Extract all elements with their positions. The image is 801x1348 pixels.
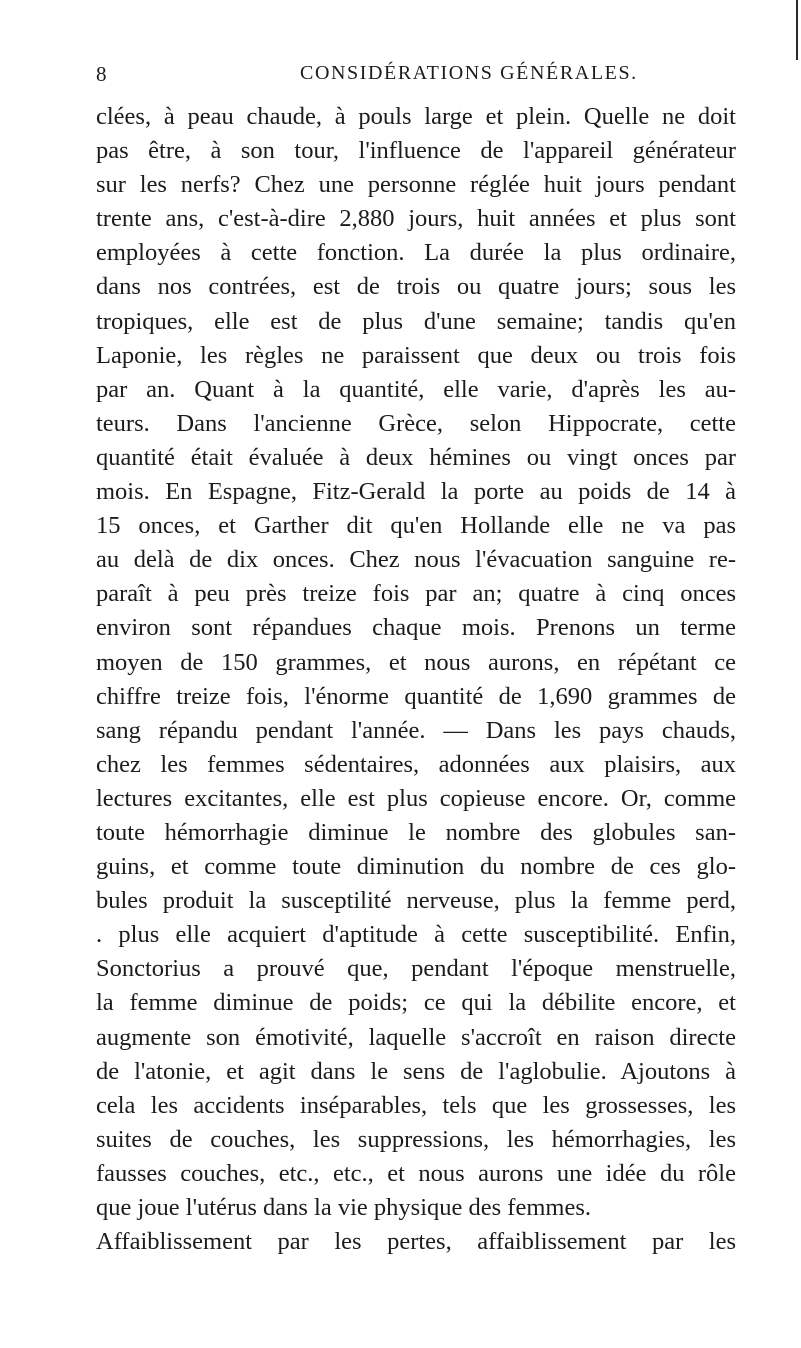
text-line: clées, à peau chaude, à pouls large et plein. Quelle ne doit bbox=[96, 103, 736, 130]
text-line: tropiques, elle est de plus d'une semaine; tandis qu'en bbox=[96, 307, 736, 335]
text-line: que joue l'utérus dans la vie physique des femmes. bbox=[96, 1194, 591, 1221]
text-line: chiffre treize fois, l'énorme quantité de 1,690 grammes de bbox=[96, 682, 736, 710]
text-line: Sonctorius a prouvé que, pendant l'époque menstruelle, bbox=[96, 955, 736, 983]
text-line: Affaiblissement par les pertes, affaiblissement par les bbox=[96, 1228, 736, 1256]
text-line: lectures excitantes, elle est plus copieuse encore. Or, comme bbox=[96, 784, 736, 812]
text-line: teurs. Dans l'ancienne Grèce, selon Hippocrate, cette bbox=[96, 409, 736, 437]
text-line: sang répandu pendant l'année. — Dans les pays chauds, bbox=[96, 716, 736, 744]
text-line: la femme diminue de poids; ce qui la débilite encore, et bbox=[96, 989, 736, 1017]
text-line: Laponie, les règles ne paraissent que deux ou trois fois bbox=[96, 341, 736, 369]
page-header bbox=[0, 62, 801, 92]
text-line: pas être, à son tour, l'influence de l'appareil générateur bbox=[96, 137, 736, 165]
text-line: toute hémorrhagie diminue le nombre des globules san- bbox=[96, 818, 736, 846]
text-line: paraît à peu près treize fois par an; quatre à cinq onces bbox=[96, 580, 736, 608]
text-line: par an. Quant à la quantité, elle varie, d'après les au- bbox=[96, 375, 736, 403]
text-line: moyen de 150 grammes, et nous aurons, en répétant ce bbox=[96, 648, 736, 676]
text-line: chez les femmes sédentaires, adonnées aux plaisirs, aux bbox=[96, 750, 736, 778]
text-line: dans nos contrées, est de trois ou quatre jours; sous les bbox=[96, 273, 736, 301]
text-line: au delà de dix onces. Chez nous l'évacuation sanguine re- bbox=[96, 546, 736, 574]
text-line: environ sont répandues chaque mois. Prenons un terme bbox=[96, 614, 736, 642]
text-line: sur les nerfs? Chez une personne réglée huit jours pendant bbox=[96, 171, 736, 199]
body-text bbox=[96, 100, 736, 1259]
text-line: augmente son émotivité, laquelle s'accroît en raison directe bbox=[96, 1023, 736, 1051]
text-line: employées à cette fonction. La durée la plus ordinaire, bbox=[96, 239, 736, 267]
page-number: 8 bbox=[96, 62, 107, 86]
text-line: . plus elle acquiert d'aptitude à cette susceptibilité. Enfin, bbox=[96, 921, 736, 949]
text-line: fausses couches, etc., etc., et nous aurons une idée du rôle bbox=[96, 1159, 736, 1187]
running-title: CONSIDÉRATIONS GÉNÉRALES. bbox=[300, 62, 638, 84]
text-line: suites de couches, les suppressions, les hémorrhagies, les bbox=[96, 1125, 736, 1153]
page-edge-rule bbox=[796, 0, 798, 60]
text-line: 15 onces, et Garther dit qu'en Hollande elle ne va pas bbox=[96, 512, 736, 540]
text-line: cela les accidents inséparables, tels que les grossesses, les bbox=[96, 1091, 736, 1119]
text-line: trente ans, c'est-à-dire 2,880 jours, huit années et plus sont bbox=[96, 205, 736, 233]
text-line: de l'atonie, et agit dans le sens de l'aglobulie. Ajoutons à bbox=[96, 1057, 736, 1085]
text-line: bules produit la susceptilité nerveuse, plus la femme perd, bbox=[96, 887, 736, 915]
text-line: guins, et comme toute diminution du nombre de ces glo- bbox=[96, 853, 736, 881]
text-line: mois. En Espagne, Fitz-Gerald la porte au poids de 14 à bbox=[96, 478, 736, 506]
text-line: quantité était évaluée à deux hémines ou vingt onces par bbox=[96, 443, 736, 471]
